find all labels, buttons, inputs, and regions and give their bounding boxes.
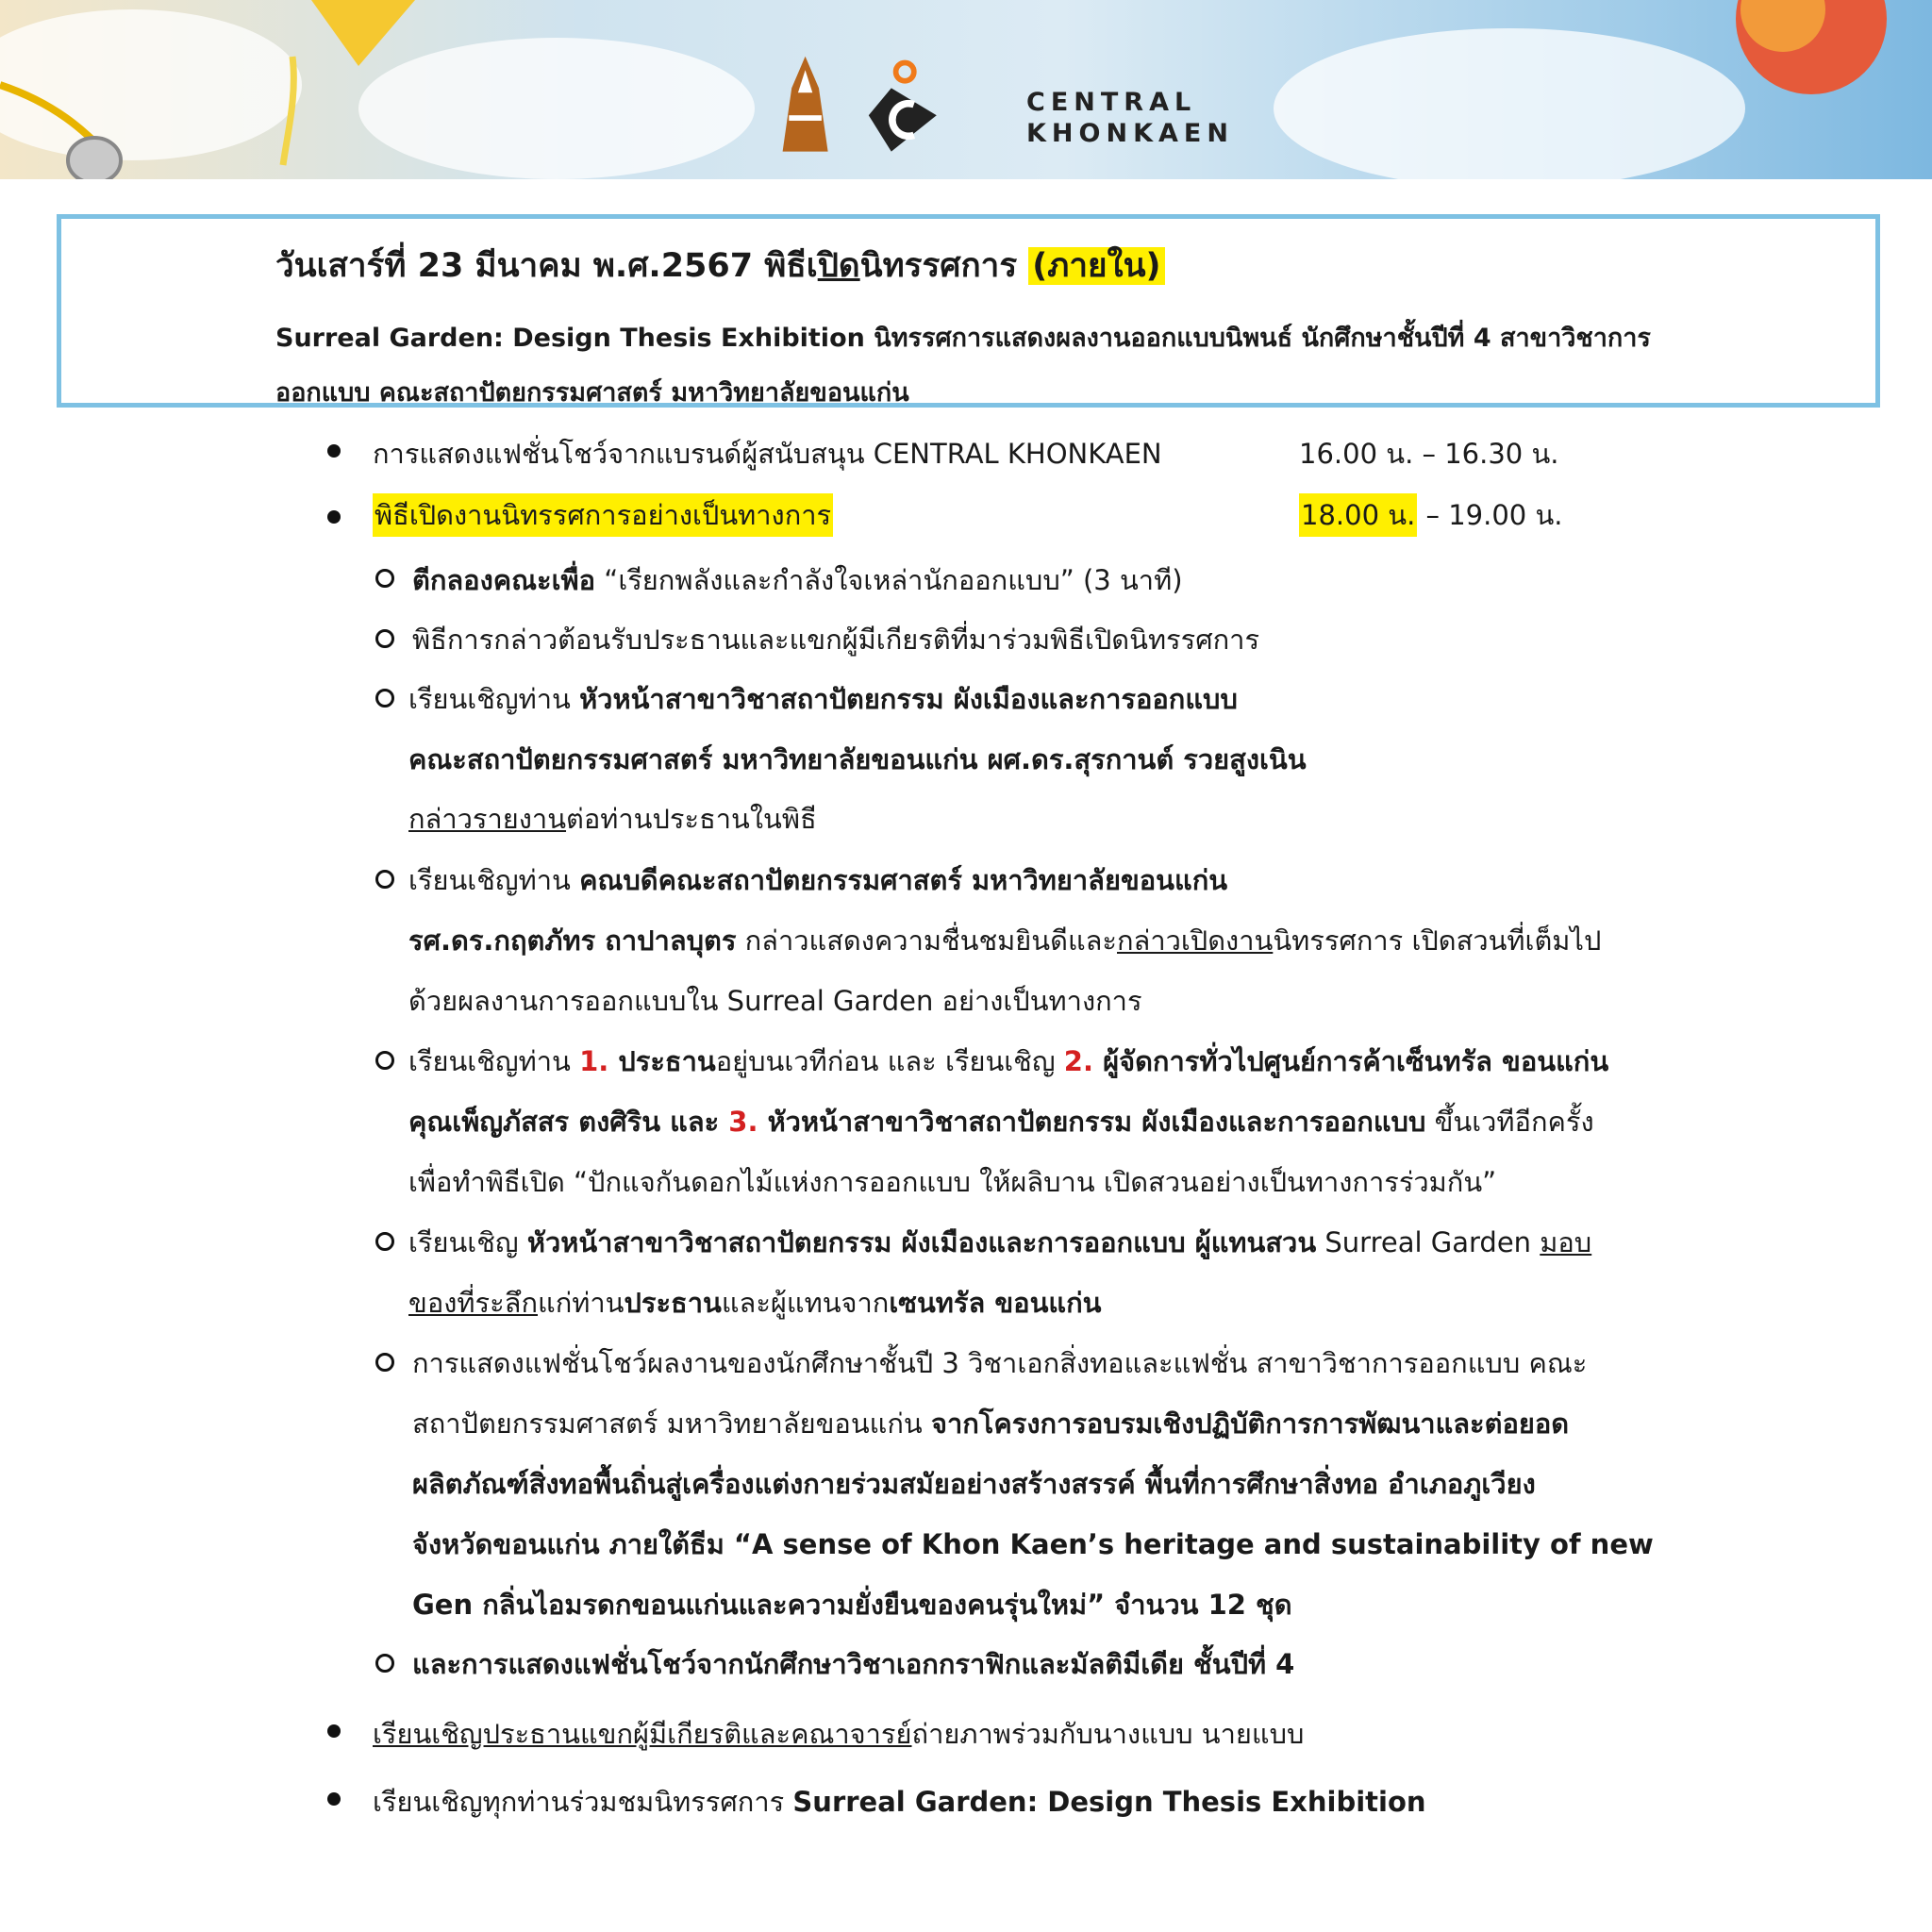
text-bold: รศ.ดร.กฤตภัทร ถาปาลบุตร <box>408 924 737 957</box>
sub-item-report <box>408 677 1238 721</box>
text-bold: หัวหน้าสาขาวิชาสถาปัตยกรรม ผังเมืองและการออกแบบ ผู้แทนสวน <box>526 1226 1317 1258</box>
sub-item-graphic-show: และการแสดงแฟชั่นโชว์จากนักศึกษาวิชาเอกกราฟิกและมัลติมีเดีย ชั้นปีที่ 4 <box>412 1648 1295 1680</box>
text: เรียนเชิญท่าน <box>408 864 580 896</box>
text: เรียนเชิญท่าน <box>408 683 580 715</box>
kite-shape <box>311 0 415 66</box>
ring-decoration <box>68 138 121 179</box>
header-banner <box>0 0 1932 179</box>
text-underlined: ของที่ระลึก <box>408 1287 538 1319</box>
sub-item-drum <box>412 558 1183 602</box>
title-underlined: ปิด <box>817 247 860 285</box>
sub-item-vase <box>408 1040 1608 1083</box>
text: สถาปัตยกรรมศาสตร์ มหาวิทยาลัยขอนแก่น <box>412 1407 931 1440</box>
text: และผู้แทนจาก <box>721 1287 890 1319</box>
sub-item-souvenir <box>408 1221 1591 1264</box>
sub-bullet-icon <box>375 569 394 588</box>
number-red: 1. <box>579 1045 609 1077</box>
brand-line2: KHONKAEN <box>1026 119 1234 148</box>
sub-item-vase-line2 <box>408 1100 1594 1143</box>
sub-bullet-icon <box>375 1232 394 1251</box>
subtitle: Surreal Garden: Design Thesis Exhibition นิทรรศการแสดงผลงานออกแบบนิพนธ์ นักศึกษาชั้นปีที่ 4 สาขาวิชาการออกแบบ คณะสถาปัตยกรรมศาสตร์ มหาวิทยาลัยขอนแก่น <box>275 324 1651 408</box>
page-title <box>275 240 1165 291</box>
text-bold: ผู้จัดการทั่วไปศูนย์การค้าเซ็นทรัล ขอนแก่น <box>1093 1045 1609 1077</box>
text: ต่อท่านประธานในพิธี <box>566 803 817 835</box>
sub-item-report-line3 <box>408 797 817 841</box>
central-khonkaen-brand <box>1026 87 1234 149</box>
sub-item-report-line2: คณะสถาปัตยกรรมศาสตร์ มหาวิทยาลัยขอนแก่น ผศ.ดร.สุรกานต์ รวยสูงเนิน <box>408 743 1307 775</box>
agenda-time-1: 16.00 น. – 16.30 น. <box>1299 438 1559 470</box>
text-bold: หัวหน้าสาขาวิชาสถาปัตยกรรม ผังเมืองและการออกแบบ <box>579 683 1238 715</box>
number-red: 2. <box>1063 1045 1093 1077</box>
text: เรียนเชิญท่าน <box>408 1045 580 1077</box>
title-text: วันเสาร์ที่ 23 มีนาคม พ.ศ.2567 พิธีเ <box>275 247 818 285</box>
text: อยู่บนเวทีก่อน และ เรียนเชิญ <box>715 1045 1064 1077</box>
sub-item-student-show-line3: ผลิตภัณฑ์สิ่งทอพื้นถิ่นสู่เครื่องแต่งกายร่วมสมัยอย่างสร้างสรรค์ พื้นที่การศึกษาสิ่งทอ อำเภอภูเวียง <box>412 1468 1536 1500</box>
text: เรียนเชิญทุกท่านร่วมชมนิทรรศการ <box>373 1786 793 1818</box>
text-underlined: กล่าวรายงาน <box>408 803 567 835</box>
sub-bullet-icon <box>375 629 394 648</box>
bullet-icon <box>327 1792 341 1806</box>
text-bold: คณบดีคณะสถาปัตยกรรมศาสตร์ มหาวิทยาลัยขอนแก่น <box>579 864 1228 896</box>
opening-highlight: พิธีเปิดงานนิทรรศการอย่างเป็นทางการ <box>373 493 833 537</box>
text-bold: ประธาน <box>624 1287 722 1319</box>
bullet-icon <box>327 444 341 458</box>
sub-item-dean-line3: ด้วยผลงานการออกแบบใน Surreal Garden อย่างเป็นทางการ <box>408 985 1142 1017</box>
sub-item-bold: ตีกลองคณะเพื่อ <box>412 564 596 596</box>
sub-item-student-show-line5: Gen กลิ่นไอมรดกขอนแก่นและความยั่งยืนของคนรุ่นใหม่” จำนวน 12 ชุด <box>412 1589 1292 1621</box>
time-rest: – 19.00 น. <box>1417 499 1563 531</box>
time-highlight: 18.00 น. <box>1299 493 1417 537</box>
text-bold: Surreal Garden: Design Thesis Exhibition <box>792 1786 1426 1818</box>
title-highlight: (ภายใน) <box>1028 247 1164 285</box>
sub-item-dean <box>408 858 1227 902</box>
agenda-item-fashion-show: การแสดงแฟชั่นโชว์จากแบรนด์ผู้สนับสนุน CENTRAL KHONKAEN <box>373 438 1162 470</box>
text: นิทรรศการ เปิดสวนที่เต็มไป <box>1273 924 1602 957</box>
agenda-time-2 <box>1299 493 1563 537</box>
text-bold: หัวหน้าสาขาวิชาสถาปัตยกรรม ผังเมืองและการออกแบบ <box>758 1106 1426 1138</box>
sub-item-text: “เรียกพลังและกำลังใจเหล่านักออกแบบ” (3 นาที) <box>595 564 1183 596</box>
text: ถ่ายภาพร่วมกับนางแบบ นายแบบ <box>911 1718 1305 1750</box>
sub-bullet-icon <box>375 1654 394 1673</box>
text-bold: คุณเพ็ญภัสสร ตงศิริน และ <box>408 1106 729 1138</box>
sub-bullet-icon <box>375 1353 394 1372</box>
title-text-2: นิทรรศการ <box>859 247 1029 285</box>
sub-item-vase-line3: เพื่อทำพิธีเปิด “ปักแจกันดอกไม้แห่งการออกแบบ ให้ผลิบาน เปิดสวนอย่างเป็นทางการร่วมกัน” <box>408 1166 1497 1198</box>
sub-item-welcome: พิธีการกล่าวต้อนรับประธานและแขกผู้มีเกียรติที่มาร่วมพิธีเปิดนิทรรศการ <box>412 624 1260 656</box>
sub-item-student-show-line2 <box>412 1402 1569 1445</box>
text: Surreal Garden <box>1316 1226 1541 1258</box>
agenda-item-photo <box>373 1712 1304 1756</box>
sub-item-souvenir-line2 <box>408 1281 1101 1324</box>
text-bold: จากโครงการอบรมเชิงปฏิบัติการการพัฒนาและต่อยอด <box>930 1407 1570 1440</box>
design-kku-logo-icon <box>896 63 914 81</box>
agenda-item-opening <box>373 493 833 537</box>
sub-bullet-icon <box>375 1051 394 1070</box>
number-red: 3. <box>728 1106 758 1138</box>
agenda-item-visit <box>373 1780 1426 1824</box>
text: ขึ้นเวทีอีกครั้ง <box>1425 1106 1594 1138</box>
sub-item-student-show: การแสดงแฟชั่นโชว์ผลงานของนักศึกษาชั้นปี 3 วิชาเอกสิ่งทอและแฟชั่น สาขาวิชาการออกแบบ คณะ <box>412 1347 1588 1379</box>
text: กล่าวแสดงความชื่นชมยินดีและ <box>736 924 1117 957</box>
text-bold: เซนทรัล ขอนแก่น <box>889 1287 1102 1319</box>
sub-item-student-show-line4: จังหวัดขอนแก่น ภายใต้ธีม “A sense of Khon Kaen’s heritage and sustainability of new <box>412 1528 1654 1560</box>
bullet-icon <box>327 510 341 524</box>
text-underlined: มอบ <box>1540 1226 1592 1258</box>
sub-item-dean-line2 <box>408 919 1601 962</box>
text-bold: ประธาน <box>608 1045 716 1077</box>
text: เรียนเชิญ <box>408 1226 527 1258</box>
university-logos <box>774 52 1000 165</box>
sub-bullet-icon <box>375 689 394 708</box>
text-underlined: กล่าวเปิดงาน <box>1117 924 1274 957</box>
sub-bullet-icon <box>375 870 394 889</box>
text-underlined: เรียนเชิญประธานแขกผู้มีเกียรติและคณาจารย์ <box>373 1718 912 1750</box>
bullet-icon <box>327 1724 341 1738</box>
brand-line1: CENTRAL <box>1026 88 1197 117</box>
text: แก่ท่าน <box>538 1287 625 1319</box>
